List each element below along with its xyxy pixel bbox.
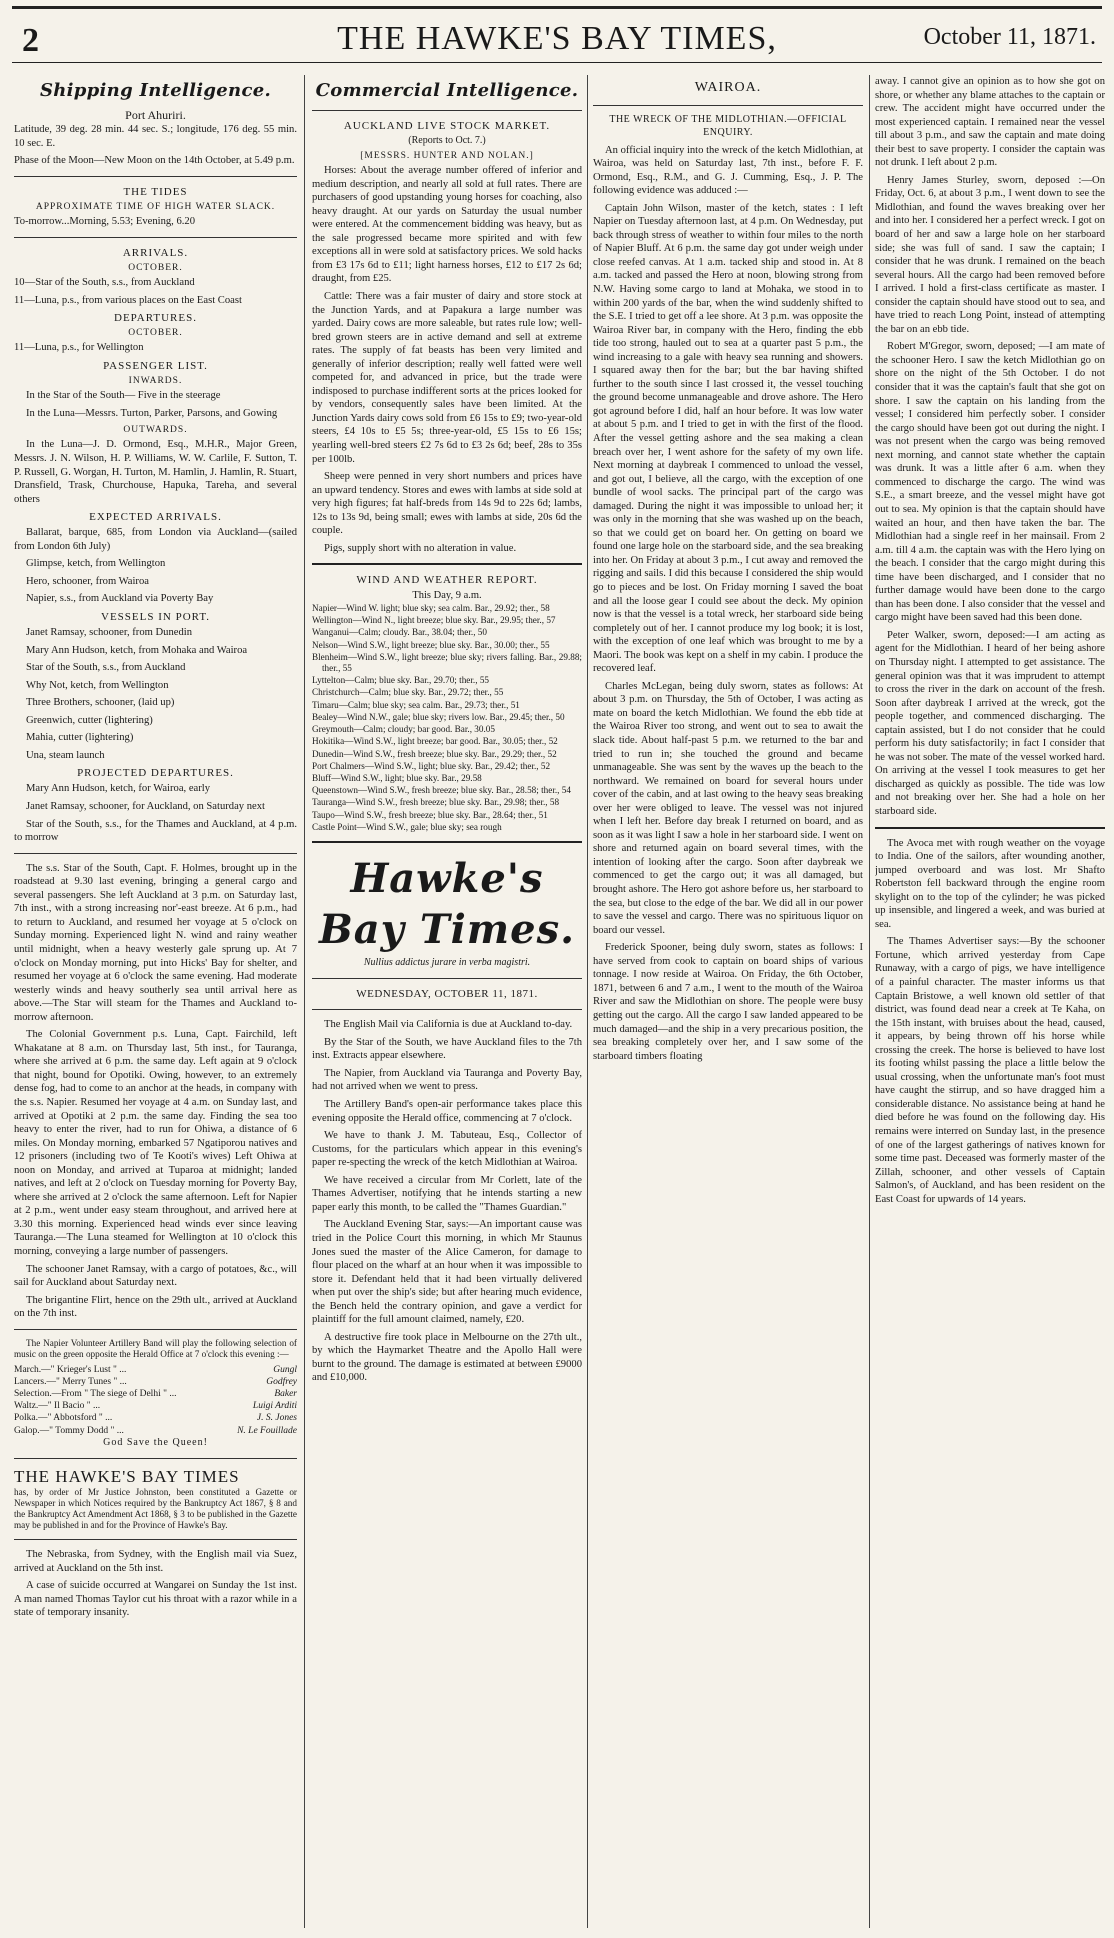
- divider: [312, 841, 582, 843]
- column-divider: [869, 75, 870, 1928]
- band-intro: The Napier Volunteer Artillery Band will play the following selection of music on the green opposite the Herald Office at 7 o'clock this evening :—: [14, 1337, 297, 1359]
- article-paragraph: The brigantine Flirt, hence on the 29th ult., arrived at Auckland on the 7th inst.: [14, 1294, 297, 1320]
- divider: [14, 1539, 297, 1540]
- column-divider: [304, 75, 305, 1928]
- market-agents: [MESSRS. HUNTER AND NOLAN.]: [360, 150, 534, 161]
- weather-entry: Greymouth—Calm; cloudy; bar good. Bar., 30.05: [312, 724, 495, 735]
- band-item: Galop.—" Tommy Dodd " ... N. Le Fouillade: [14, 1425, 297, 1436]
- vessel-item: Star of the South, s.s., from Auckland: [26, 662, 186, 674]
- news-item: We have to thank J. M. Tabuteau, Esq., Collector of Customs, for the particulars which appear in this evening's paper re-specting the wreck of the ketch Midlothian at Wairoa.: [312, 1130, 582, 1169]
- market-sheep: Sheep were penned in very short numbers and prices have an upward tendency. Stores and ewes with lambs at side sold at very high figures; fat half-breds from 14s 9d to 22s 6d; lambs, 12s to 13s 9d, being small; ewes with lambs at side, 20s 6d the couple.: [312, 471, 582, 537]
- expected-arrivals-heading: EXPECTED ARRIVALS.: [89, 511, 222, 524]
- outwards-heading: OUTWARDS.: [123, 425, 188, 436]
- weather-report: [312, 603, 582, 833]
- page-number: 2: [22, 22, 39, 59]
- inwards-item: In the Luna—Messrs. Turton, Parker, Parsons, and Gowing: [26, 407, 278, 419]
- band-item: Lancers.—" Merry Tunes " ... Godfrey: [14, 1376, 297, 1387]
- weather-entry: Bealey—Wind N.W., gale; blue sky; rivers low. Bar., 29.45; ther., 50: [312, 711, 565, 722]
- tides-subheading: APPROXIMATE TIME OF HIGH WATER SLACK.: [35, 202, 276, 213]
- band-item: March.—" Krieger's Lust " ... Gungl: [14, 1364, 297, 1375]
- news-item: The Napier, from Auckland via Tauranga and Poverty Bay, had not arrived when we went to press.: [312, 1067, 582, 1093]
- news-item: The Auckland Evening Star, says:—An important cause was tried in the Police Court this morning, in which Mr Staunus Jones sued the master of the Alice Cameron, for damage to flour placed on the wharf at an hour when it was impossible to store it. Defendant held that it had been virtually delivered when put over the ship's side; but after hearing much evidence, the Bench held the contrary opinion, and gave a verdict for plaintiff for the full amount claimed, namely, £20.: [312, 1219, 582, 1326]
- tides-line: To-morrow...Morning, 5.53; Evening, 6.20: [14, 216, 195, 228]
- inwards-item: In the Star of the South— Five in the steerage: [26, 390, 221, 402]
- divider: [312, 978, 582, 979]
- vessel-item: Mahia, cutter (lightering): [26, 732, 134, 744]
- weather-entry: Blenheim—Wind S.W., light breeze; blue sky; rivers falling. Bar., 29.88; ther., 55: [312, 651, 582, 673]
- arrival-item: 10—Star of the South, s.s., from Auckland: [14, 277, 195, 289]
- vessel-item: Why Not, ketch, from Wellington: [26, 679, 169, 691]
- commercial-heading: Commercial Intelligence.: [315, 80, 579, 101]
- inquiry-paragraph: An official inquiry into the wreck of the ketch Midlothian, at Wairoa, was held on Saturday last, 7th inst., before F. F. Ormond, Esq., R.M., and G. J. Cumming, Esq., J. P. The following evidence was adduced :—: [593, 144, 863, 197]
- news-item: We have received a circular from Mr Corlett, late of the Thames Advertiser, notifying that he intends starting a new paper early this month, to be called the "Thames Guardian.": [312, 1174, 582, 1213]
- weather-entry: Taupo—Wind S.W., fresh breeze; blue sky. Bar., 28.64; ther., 51: [312, 809, 548, 820]
- expected-item: Ballarat, barque, 685, from London via Auckland—(sailed from London 6th July): [14, 527, 297, 552]
- news-item: By the Star of the South, we have Auckland files to the 7th inst. Extracts appear elsewhere.: [312, 1036, 582, 1062]
- weather-entry: Timaru—Calm; blue sky; sea calm. Bar., 29.73; ther., 51: [312, 699, 520, 710]
- news-item: The Avoca met with rough weather on the voyage to India. One of the sailors, after wounding another, jumped overboard and was lost. Mr Shafto Robertston fell backward through the engine room skylight on to the top of the cylinder; he was picked up insensible, and lingered a week, and was buried at sea.: [875, 837, 1105, 930]
- weather-entry: Bluff—Wind S.W., light; blue sky. Bar., 29.58: [312, 772, 482, 783]
- divider: [312, 110, 582, 111]
- expected-item: Glimpse, ketch, from Wellington: [26, 558, 166, 570]
- vessel-item: Greenwich, cutter (lightering): [26, 714, 153, 726]
- vessel-item: Mary Ann Hudson, ketch, from Mohaka and Wairoa: [26, 644, 248, 656]
- weather-entry: Port Chalmers—Wind S.W., light; blue sky. Bar., 29.42; ther., 52: [312, 760, 551, 771]
- column-commercial: [312, 75, 582, 1928]
- divider: [875, 827, 1105, 829]
- article-paragraph: A case of suicide occurred at Wangarei on Sunday the 1st inst. A man named Thomas Taylor cut his throat with a razor while in a state of temporary insanity.: [14, 1580, 297, 1619]
- projected-item: Star of the South, s.s., for the Thames and Auckland, at 4 p.m. to morrow: [14, 818, 297, 844]
- projected-item: Janet Ramsay, schooner, for Auckland, on Saturday next: [26, 801, 265, 813]
- market-cattle: Cattle: There was a fair muster of dairy and store stock at the Junction Yards, and at Papakura a large number was yarded. Dairy cows are more saleable, but rates rule low; well-bred grown steers are in active demand and sell at extreme rates. The supply of fat beasts has been very limited and generally of inferior description; really well fatted were well competed for, and advanced in price, but the trade were indisposed to purchase indifferent sorts at the prices looked for by vendors, consequently sales have been limited. At the Junction Yards dairy cows sold from £6 15s to £9; two-year-old steers, £4 10s to £5 5s; three-year-old, £5 15s to £6 15s; yearling well-bred steers £2 7s 6d to £3 2s 6d; beef, 28s to 35s per 100lb.: [312, 290, 582, 465]
- masthead-top-rule: [12, 6, 1102, 9]
- wairoa-heading: WAIROA.: [694, 80, 762, 95]
- wreck-subheading: THE WRECK OF THE MIDLOTHIAN.—OFFICIAL ENQUIRY.: [609, 113, 847, 138]
- market-horses: Horses: About the average number offered of inferior and medium description, and nearly all sold at full rates. There are purchasers of good upstanding young horses for coaching, also heavy draught. At our yards on Saturday the usual number were entered. At the commencement bidding was heavy, but as the sale progressed became more spirited and with few exceptions all in were sold at satisfactory prices. We sold hacks from £3 17s 6d to £11; light harness horses, £12 to £17 2s 6d; draught, from £25.: [312, 165, 582, 285]
- weather-entry: Nelson—Wind S.W., light breeze; blue sky. Bar., 30.00; ther., 55: [312, 639, 550, 650]
- weather-entry: Christchurch—Calm; blue sky. Bar., 29.72; ther., 55: [312, 687, 504, 698]
- band-closing: God Save the Queen!: [103, 1436, 208, 1448]
- weather-heading: WIND AND WEATHER REPORT.: [356, 574, 538, 587]
- issue-date: October 11, 1871.: [923, 24, 1096, 50]
- vessel-item: Three Brothers, schooner, (laid up): [26, 697, 175, 709]
- weather-entry: Lyttelton—Calm; blue sky. Bar., 29.70; ther., 55: [312, 675, 490, 686]
- paper-motto: Nullius addictus jurare in verba magistri.: [363, 957, 531, 969]
- weather-entry: Hokitika—Wind S.W., light breeze; bar good. Bar., 30.05; ther., 52: [312, 736, 558, 747]
- inquiry-paragraph: Captain John Wilson, master of the ketch, states : I left Napier on Tuesday afternoon last, at 4 p.m. On Wednesday, put back through stress of weather to within four miles to the north of Napier Bluff. At 6 p.m. the same day got under weigh under close reefed canvas. At 1 a.m. tacked ship and stood in. At 8 a.m. tacked and passed the Hero at noon, blowing strong from N.W. Having some cargo to land at Mohaka, we stood in to within 200 yards of the bar, when the wind suddenly shifted to the S.E. I tried to get off a lee shore. At 3 p.m. was opposite the Wairoa River bar, in company with the Hero, finding the ebb tide too strong, hauled out to sea at a quarter past 5 p.m., the wind increasing to a gale with heavy sea running and showers. I squared away then for the bar; but the bar having shifted further to the south since I last crossed it, the vessel touching the ground become unmanageable and drove ashore. The Hero got aground before I did, half an hour before. It was low water at about 5 p.m. and I tried to get in with the first of the flood. After the vessel getting ashore and the sea making a clean breach over her, I went ashore for the safety of my own life. Next morning at daybreak I commenced to unload the vessel, and got out, I believe, all the cargo, with the exception of one bundle of wool sacks. The principal part of the cargo was damaged. During the night it was impossible to unload her; it was only in the morning that she was washed up on the beach, so that we could get on board her. On getting on board we found one large hole on the starboard side, and the sea breaking into her. On Friday at about 3 p.m., I cut away and removed the rigging and sails. I did this because I considered the ship would go to pieces and be lost. On Friday morning I saved the boat and all the loose gear I could see about the deck. My opinion now is that the vessel is a total wreck, her starboard side being completely out of her. I cannot produce my log book; it is lost, with the exception of one leaf which was brought to me by a Maori. The book was kept on a shelf in my cabin. I produce the recovered leaf.: [593, 202, 863, 675]
- divider: [14, 1458, 297, 1459]
- expected-item: Napier, s.s., from Auckland via Poverty Bay: [26, 593, 214, 605]
- column-wairoa: [593, 75, 863, 1928]
- band-program: [14, 1364, 297, 1437]
- inquiry-paragraph: away. I cannot give an opinion as to how she got on shore, or whether any blame attaches to the captain or crew. The accident might have occurred under the most experienced captain. I remained near the vessel till about 3 p.m., and saw the captain and mate doing their best to save property. I consider the captain was not drunk. I left about 2 p.m.: [875, 76, 1105, 169]
- weather-entry: Wellington—Wind N., light breeze; blue sky. Bar., 29.95; ther., 57: [312, 615, 556, 626]
- news-item: A destructive fire took place in Melbourne on the 27th ult., by which the Haymarket Theatre and the Apollo Hall were burnt to the ground. The damage is estimated at between £9000 and £10,000.: [312, 1331, 582, 1384]
- passenger-list-heading: PASSENGER LIST.: [103, 359, 208, 372]
- article-paragraph: The s.s. Star of the South, Capt. F. Holmes, brought up in the roadstead at 9.30 last evening, bringing a general cargo and several passengers. She left Auckland at 3 p.m. on Saturday last, 7th inst., with a strong increasing nor'-east breeze. At 6 p.m., had to return to Auckland, and resumed her voyage at 5 o'clock on Sunday morning. Experienced light N. wind and rainy weather until midnight, when a heavy westerly gale sprung up. At 7 o'clock on Monday morning, put into Hicks' Bay for shelter, and resumed her voyage at 6 o'clock the same evening. Had moderate westerly winds and heavy southerly sea until arrival here as above.—The Star will steam for the Thames and Auckland to-morrow afternoon.: [14, 862, 297, 1023]
- arrivals-heading: ARRIVALS.: [122, 246, 189, 259]
- divider: [14, 1329, 297, 1330]
- vessel-item: Una, steam launch: [26, 749, 105, 761]
- column-shipping: [14, 75, 297, 1928]
- column-divider: [587, 75, 588, 1928]
- port-name: Port Ahuriri.: [125, 108, 186, 123]
- weather-entry: Tauranga—Wind S.W., fresh breeze; blue sky. Bar., 29.98; ther., 58: [312, 797, 560, 808]
- divider: [14, 237, 297, 238]
- inquiry-paragraph: Peter Walker, sworn, deposed:—I am acting as agent for the Midlothian. I heard of her being ashore on Thursday night. I attempted to get assistance. The general opinion was that it was imprudent to attempt to cross the river in the dark on account of the fresh. Soon after daybreak I arrived at the wreck, got the people together, and commenced discharging. The captain assisted, but I do not consider that he could perform his duty satisfactorily; in fact I consider that he was not sober. The mate of the vessel worked hard. On arriving at the vessel I took measures to get her discharged as quickly as possible. The tide was low and not breaking over her. She had a hole on her starboard side.: [875, 629, 1105, 817]
- gazette-notice-title: THE HAWKE'S BAY TIMES: [14, 1466, 240, 1486]
- departures-heading: DEPARTURES.: [114, 312, 197, 325]
- outwards-text: In the Luna—J. D. Ormond, Esq., M.H.R., Major Green, Messrs. J. N. Wilson, H. P. Williams, W. W. Carlile, F. Sutton, T. P. Russell, G. Worgan, H. Turton, M. Hamlin, J. Hamlin, R. Stuart, Dransfield, Trask, Churchouse, Hapuka, Tareha, and several others: [14, 439, 297, 505]
- news-item: The English Mail via California is due at Auckland to-day.: [324, 1019, 573, 1031]
- divider: [593, 105, 863, 106]
- article-paragraph: The Nebraska, from Sydney, with the English mail via Suez, arrived at Auckland on the 5th inst.: [14, 1549, 297, 1574]
- vessel-item: Janet Ramsay, schooner, from Dunedin: [26, 627, 192, 639]
- article-paragraph: The schooner Janet Ramsay, with a cargo of potatoes, &c., will sail for Auckland about Saturday next.: [14, 1263, 297, 1289]
- weather-entry: Napier—Wind W. light; blue sky; sea calm. Bar., 29.92; ther., 58: [312, 602, 550, 613]
- inquiry-paragraph: Charles McLegan, being duly sworn, states as follows: At about 3 p.m. on Thursday, the 5th of October, I was acting as mate on board the ketch Midlothian. We found the ebb tide at the Wairoa River too strong, and went out to sea to await the slack tide. About half-past 5 p.m. we returned to the bar and tried to run in; she touched the ground and became unmanageable. She was sent by the waves up the beach to the northward. We remained on board for several hours under cover of the cabin, and at last owing to the heavy seas breaking over her were obliged to leave. The vessel was not injured when I left her. Before day break I returned on board, and as soon as it was light I saw a hole in her starboard side. I went on shore and returned again on board several times, with the intention of looking after the cargo. Soon after daybreak we commenced to get the cargo out; it was all damaged, but brought ashore. The Hero got ashore before us, her starboard to the sea, but close to the edge of the bar. We did all in our power to save the vessel and cargo. There was no spirituous liquor on board our vessel.: [593, 680, 863, 936]
- weather-entry: Castle Point—Wind S.W., gale; blue sky; sea rough: [312, 821, 502, 832]
- weather-entry: Dunedin—Wind S.W., fresh breeze; blue sky. Bar., 29.29; ther., 52: [312, 748, 557, 759]
- editorial-dateline: WEDNESDAY, OCTOBER 11, 1871.: [356, 988, 538, 1001]
- weather-entry: Wanganui—Calm; cloudy. Bar., 38.04; ther., 50: [312, 627, 487, 638]
- expected-item: Hero, schooner, from Wairoa: [26, 575, 149, 587]
- projected-item: Mary Ann Hudson, ketch, for Wairoa, early: [26, 783, 210, 795]
- departure-item: 11—Luna, p.s., for Wellington: [14, 342, 144, 354]
- column-continued: [875, 75, 1105, 1928]
- weather-entry: Queenstown—Wind S.W., fresh breeze; blue sky. Bar., 28.58; ther., 54: [312, 785, 571, 796]
- departures-month: OCTOBER.: [128, 328, 183, 339]
- divider: [312, 1009, 582, 1010]
- inquiry-paragraph: Robert M'Gregor, sworn, deposed; —I am mate of the schooner Hero. I saw the ketch Midlothian go on shore on the night of the 5th October. I do not consider that it was the captain's fault that she got on shore. I saw the captain on his landing from the vessel; I considered him perfectly sober. I consider the cargo should have been got out during the night. I was not present when the cargo was being removed next morning, and cannot state whether the captain was drunk. It was a little after 6 a.m. when they commenced to discharge the cargo. The wind was S.E., a smart breeze, and the vessel might have got out to sea. My opinion is that the captain should have waited an hour, and then have taken the bar. The Midlothian had a single reef in her mainsail. From 2 a.m. till 4 a.m. the captain was with the Hero lying on the beach. I consider that the cargo might during this time have been discharged, and I consider that no further damage would have been done to the cargo than has been done. I also consider that the vessel and cargo might have been saved had this been done.: [875, 341, 1105, 624]
- paper-nameplate: Hawke's Bay Times.: [318, 855, 576, 954]
- weather-time: This Day, 9 a.m.: [412, 590, 482, 602]
- moon-phase: Phase of the Moon—New Moon on the 14th October, at 5.49 p.m.: [14, 155, 295, 167]
- band-item: Polka.—" Abbotsford " ... J. S. Jones: [14, 1413, 297, 1424]
- market-subheading: (Reports to Oct. 7.): [408, 135, 486, 147]
- arrivals-month: OCTOBER.: [128, 262, 183, 273]
- tides-heading: THE TIDES: [123, 186, 188, 199]
- band-item: Selection.—From " The siege of Delhi " ... Baker: [14, 1389, 297, 1400]
- inwards-heading: INWARDS.: [128, 376, 183, 386]
- band-item: Waltz.—" Il Bacio " ... Luigi Arditi: [14, 1401, 297, 1412]
- masthead-bottom-rule: [12, 62, 1102, 63]
- projected-departures-heading: PROJECTED DEPARTURES.: [77, 767, 234, 780]
- masthead: [12, 0, 1102, 70]
- divider: [14, 176, 297, 177]
- market-heading: AUCKLAND LIVE STOCK MARKET.: [343, 120, 551, 133]
- shipping-heading: Shipping Intelligence.: [39, 80, 272, 101]
- article-paragraph: The Colonial Government p.s. Luna, Capt. Fairchild, left Whakatane at 8 a.m. on Thursday last, 5th inst., for Tauranga, where she arrived at 6 p.m. the same day. Left again at 9 o'clock that night, bound for Opotiki. Owing, however, to an extremely dense fog, had to come to an anchor at the heads, in company with the s.s. Napier. Resumed her voyage at 4 a.m. on Sunday last, and arrived at Opotiki at 2 p.m. the same day. Finding the sea too heavy to enter the river, had to run for Ohiwa, a distance of 6 miles. On Monday morning, embarked 57 Ngatiporou natives and 12 prisoners (including two of Te Kooti's wives) Left Ohiwa at noon on Monday, and arrived at Tuparoa at midnight; landed natives, and left at 2 o'clock on Tuesday morning for Poverty Bay, where she arrived at 2 o'clock the same afternoon. Left for Napier at 2 p.m., went under easy steam throughout, and arrived here at 3.30 this morning. Experienced head winds ever since leaving Tauranga.—The Luna steamed for Wellington at 10 o'clock this morning, conveying a large number of passengers.: [14, 1029, 297, 1257]
- news-item: The Artillery Band's open-air performance takes place this evening opposite the Herald office, commencing at 7 o'clock.: [312, 1099, 582, 1124]
- latitude-line: Latitude, 39 deg. 28 min. 44 sec. S.; longitude, 176 deg. 55 min. 10 sec. E.: [14, 124, 297, 149]
- gazette-notice-text: has, by order of Mr Justice Johnston, been constituted a Gazette or Newspaper in which Notices required by the Bankruptcy Act 1867, § 8 and the Bankruptcy Act Amendment Act 1868, § 3 to be published in the Gazette may be published in and for the Province of Hawke's Bay.: [14, 1486, 297, 1530]
- vessels-in-port-heading: VESSELS IN PORT.: [101, 610, 210, 623]
- gazette-notice: [14, 1467, 297, 1532]
- divider: [312, 563, 582, 565]
- divider: [14, 853, 297, 854]
- news-item: The Thames Advertiser says:—By the schooner Fortune, which arrived yesterday from Cape Runaway, with a cargo of pigs, we have intelligence of a painful character. The master informs us that Captain Bristowe, a well known old settler of that district, was found dead near a creek at Te Kaha, on the 15th instant, with bruises about the head, caused, it appears, by being thrown off his horse while crossing the creek. The horse is believed to have lost its footing whilst passing the place a little below the usual crossing, when the unfortunate man's foot must have caught the stirrup, and so have dragged him a considerable distance. No assistance being at hand he died before he was found on the following day. His remains were interred on Sunday last, in the presence of one of the largest gatherings of natives known for some time past. Deceased was formerly master of the Zillah, schooner, and other vessels of Captain Salmon's, of Auckland, and has been resident on the East Coast for upwards of 14 years.: [875, 936, 1105, 1205]
- inquiry-paragraph: Frederick Spooner, being duly sworn, states as follows: I have served from cook to captain on board ships of various tonnage. I now reside at Wairoa. On Friday, the 6th October, 1871, between 6 and 7 a.m., I went to the mouth of the Wairoa River and saw the Midlothian on shore. The people were busy getting out the cargo. All the cargo I saw landed appeared to be much damaged—and the ship in a very precarious position, the sea breaking completely over her, and I saw some of the starboard timbers floating: [593, 942, 863, 1062]
- inquiry-paragraph: Henry James Sturley, sworn, deposed :—On Friday, Oct. 6, at about 3 p.m., I went down to see the Midlothian, and found the waves breaking over her and into her. I considered her a perfect wreck. I got on board of her and saw a large hole on her starboard side; she was full of sand. I saw the captain; I consider that he was drunk. I remained on the beach several hours. All the cargo had been removed before I arrived. I hold a first-class certificate as master. I consider the captain should have stood out to sea, and have tried to reach Long Point, instead of attempting the bar on an ebb tide.: [875, 174, 1105, 335]
- newspaper-title: THE HAWKE'S BAY TIMES,: [337, 20, 777, 57]
- arrival-item: 11—Luna, p.s., from various places on the East Coast: [14, 294, 242, 306]
- market-pigs: Pigs, supply short with no alteration in value.: [324, 542, 517, 554]
